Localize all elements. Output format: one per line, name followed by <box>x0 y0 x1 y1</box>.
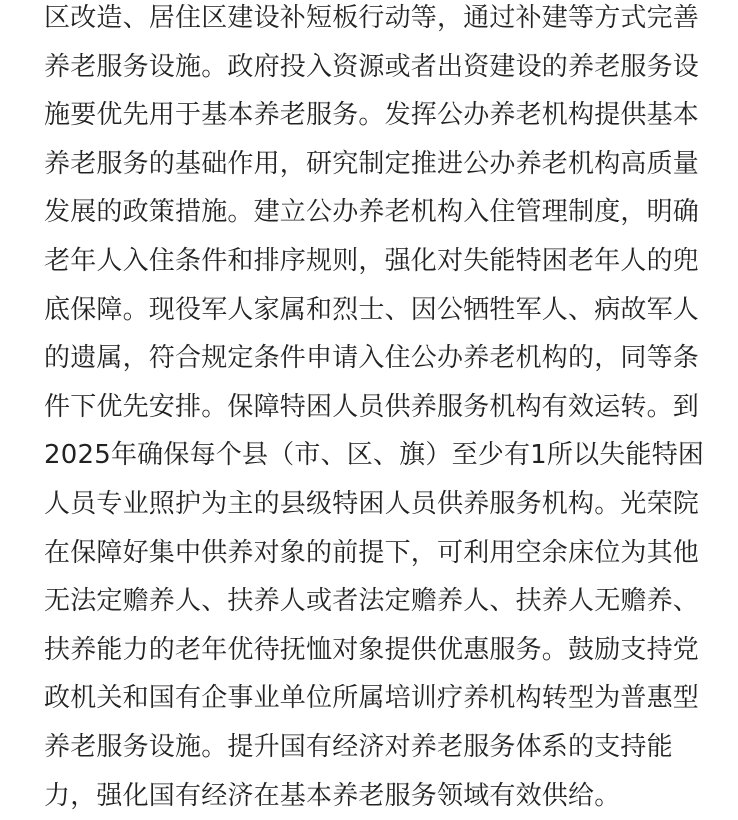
text-line: 人员专业照护为主的县级特困人员供养服务机构。光荣院 <box>44 480 704 529</box>
text-line: 养老服务的基础作用，研究制定推进公办养老机构高质量 <box>44 140 704 189</box>
text-line: 发展的政策措施。建立公办养老机构入住管理制度，明确 <box>44 188 704 237</box>
text-line: 养老服务设施。政府投入资源或者出资建设的养老服务设 <box>44 43 704 92</box>
text-line: 2025年确保每个县（市、区、旗）至少有1所以失能特困 <box>44 431 704 480</box>
text-line: 区改造、居住区建设补短板行动等，通过补建等方式完善 <box>44 0 704 43</box>
text-line: 的遗属，符合规定条件申请入住公办养老机构的，同等条 <box>44 334 704 383</box>
text-line: 无法定赡养人、扶养人或者法定赡养人、扶养人无赡养、 <box>44 577 704 626</box>
text-line: 施要优先用于基本养老服务。发挥公办养老机构提供基本 <box>44 91 704 140</box>
article-text <box>44 0 704 820</box>
text-line: 底保障。现役军人家属和烈士、因公牺牲军人、病故军人 <box>44 286 704 335</box>
text-line: 扶养能力的老年优待抚恤对象提供优惠服务。鼓励支持党 <box>44 626 704 675</box>
text-line: 力，强化国有经济在基本养老服务领域有效供给。 <box>44 772 704 820</box>
text-line: 老年人入住条件和排序规则，强化对失能特困老年人的兜 <box>44 237 704 286</box>
text-line: 养老服务设施。提升国有经济对养老服务体系的支持能 <box>44 723 704 772</box>
text-line: 在保障好集中供养对象的前提下，可利用空余床位为其他 <box>44 529 704 578</box>
text-line: 件下优先安排。保障特困人员供养服务机构有效运转。到 <box>44 383 704 432</box>
text-line: 政机关和国有企事业单位所属培训疗养机构转型为普惠型 <box>44 674 704 723</box>
